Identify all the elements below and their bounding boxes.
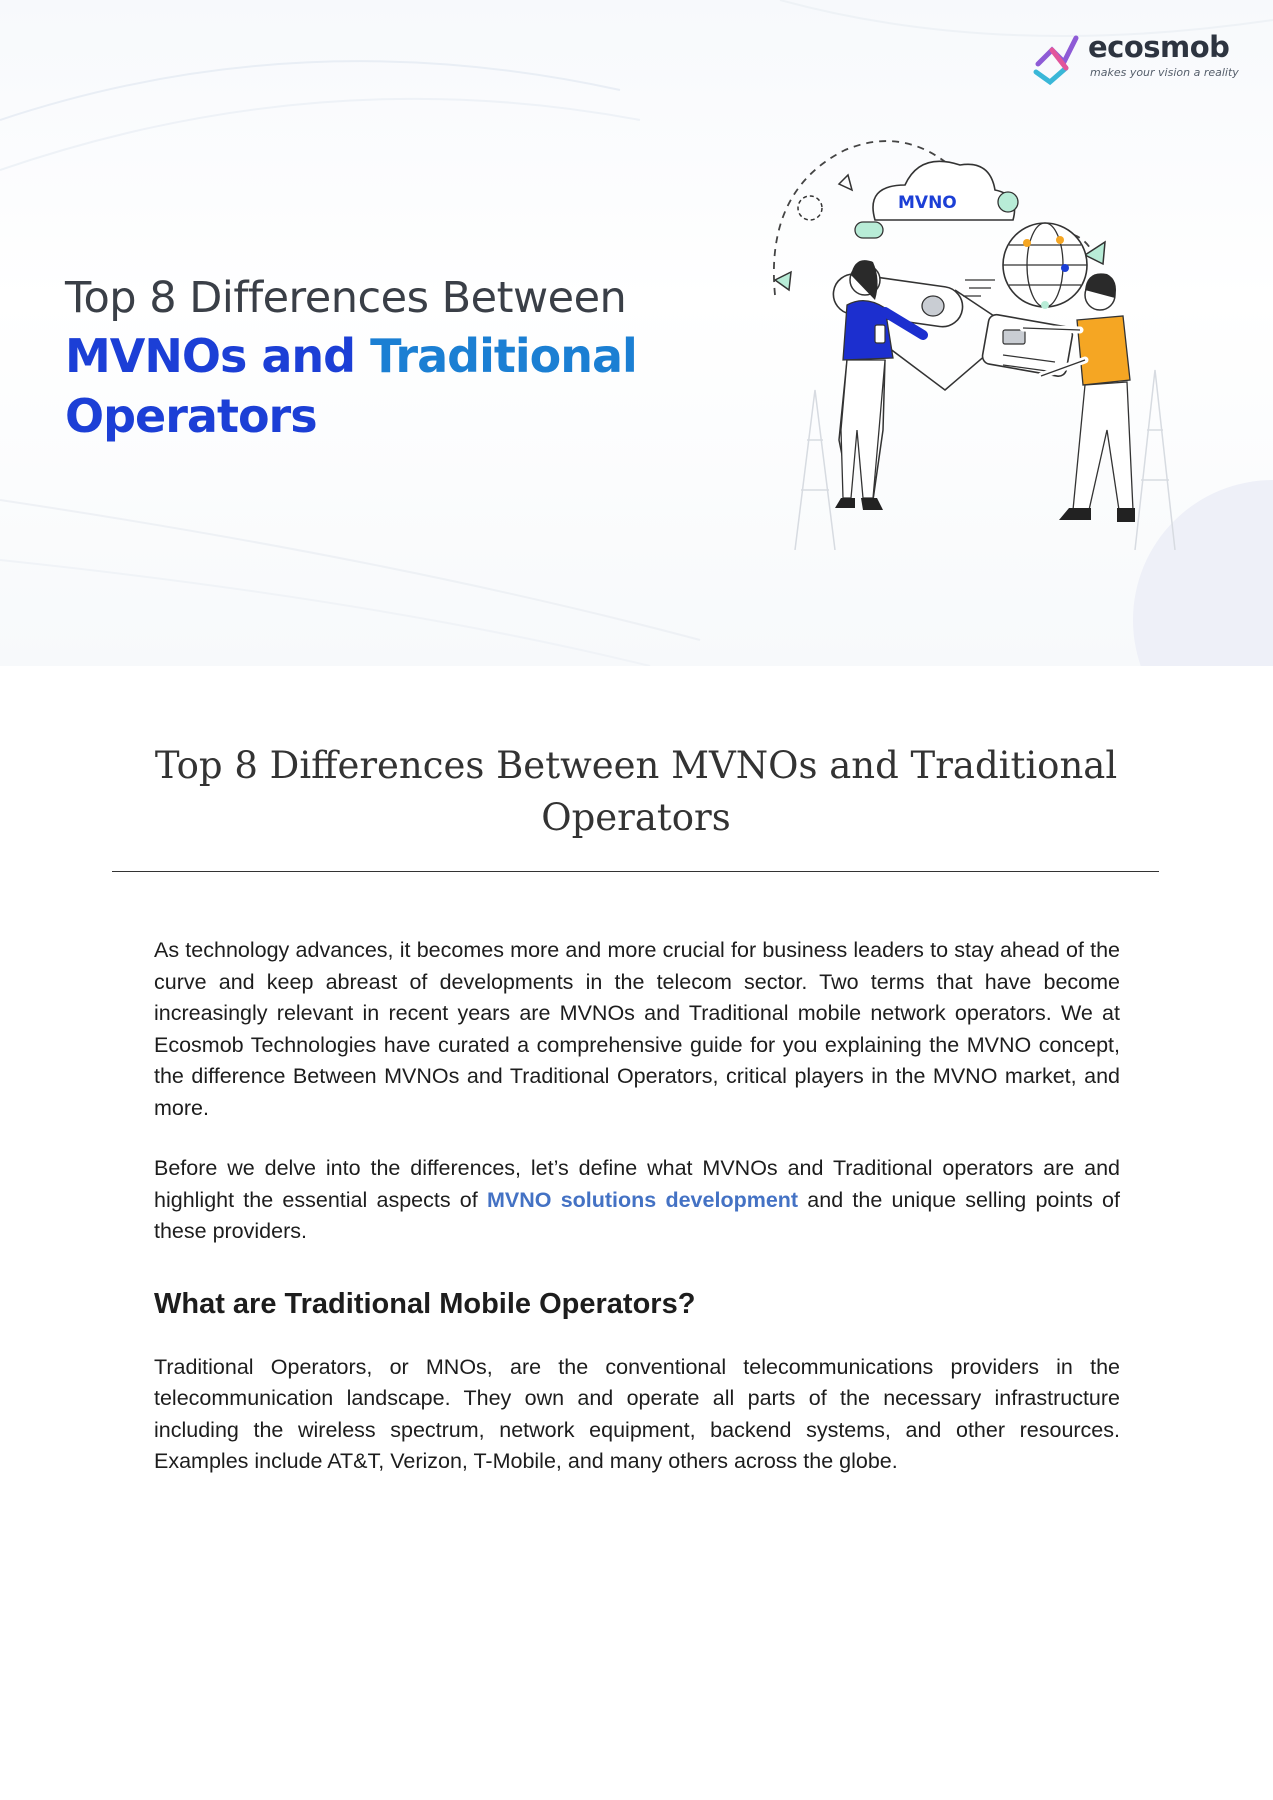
hero-banner (0, 0, 1273, 666)
section-heading-traditional-operators: What are Traditional Mobile Operators? (154, 1287, 696, 1320)
illustration-mvno-label: MVNO (898, 193, 957, 213)
intro-paragraph: As technology advances, it becomes more and more crucial for business leaders to stay ahead of the curve and keep abreast of developments in the telecom sector. Two terms that have become increasingly relevant in recent years are MVNOs and Traditional mobile network operators. We at Ecosmob Technologies have curated a comprehensive guide for you explaining the MVNO concept, the difference Between MVNOs and Traditional Operators, critical players in the MVNO market, and more. (154, 938, 1120, 1120)
title-divider (112, 871, 1159, 872)
banner-title-traditional: Traditional (370, 329, 637, 383)
banner-title-line-3: Operators (65, 389, 317, 443)
banner-title-mvnos: MVNOs and (65, 329, 371, 383)
banner-title-line-1: Top 8 Differences Between (65, 273, 627, 323)
document-title: Top 8 Differences Between MVNOs and Traditional Operators (154, 744, 1118, 839)
globe-icon (1003, 223, 1087, 309)
banner-title (65, 270, 705, 446)
mail-icon (855, 222, 883, 238)
paragraph-2-text-after: and the unique selling points of these providers. (154, 1187, 1120, 1243)
paragraph-3: Traditional Operators, or MNOs, are the conventional telecommunications providers in the telecommunication landscape. They own and operate all parts of the necessary infrastructure including the wireless spectrum, network equipment, backend systems, and other resources. Examples include AT&T, Verizon, T-Mobile, and many others across the globe. (154, 1354, 1120, 1473)
banner-title-line-2 (65, 326, 705, 386)
logo-tagline: makes your vision a reality (1090, 66, 1239, 79)
man-figure (1023, 273, 1135, 522)
ecosmob-logo-mark-icon (1030, 30, 1084, 86)
mvno-solutions-link[interactable]: MVNO solutions development (486, 1187, 799, 1212)
mvno-illustration (755, 130, 1195, 550)
play-icon (839, 175, 852, 190)
article-body (154, 935, 1120, 1507)
wifi-icon (998, 192, 1018, 212)
ecosmob-logo (1030, 30, 1250, 86)
logo-wordmark: ecosmob (1088, 30, 1230, 64)
send-icon (775, 272, 791, 290)
paragraph-2-text-before: Before we delve into the differences, let’s define what MVNOs and Traditional operators are and highlight the essential aspects of (154, 1156, 1120, 1212)
paragraph-2 (154, 1153, 1120, 1248)
